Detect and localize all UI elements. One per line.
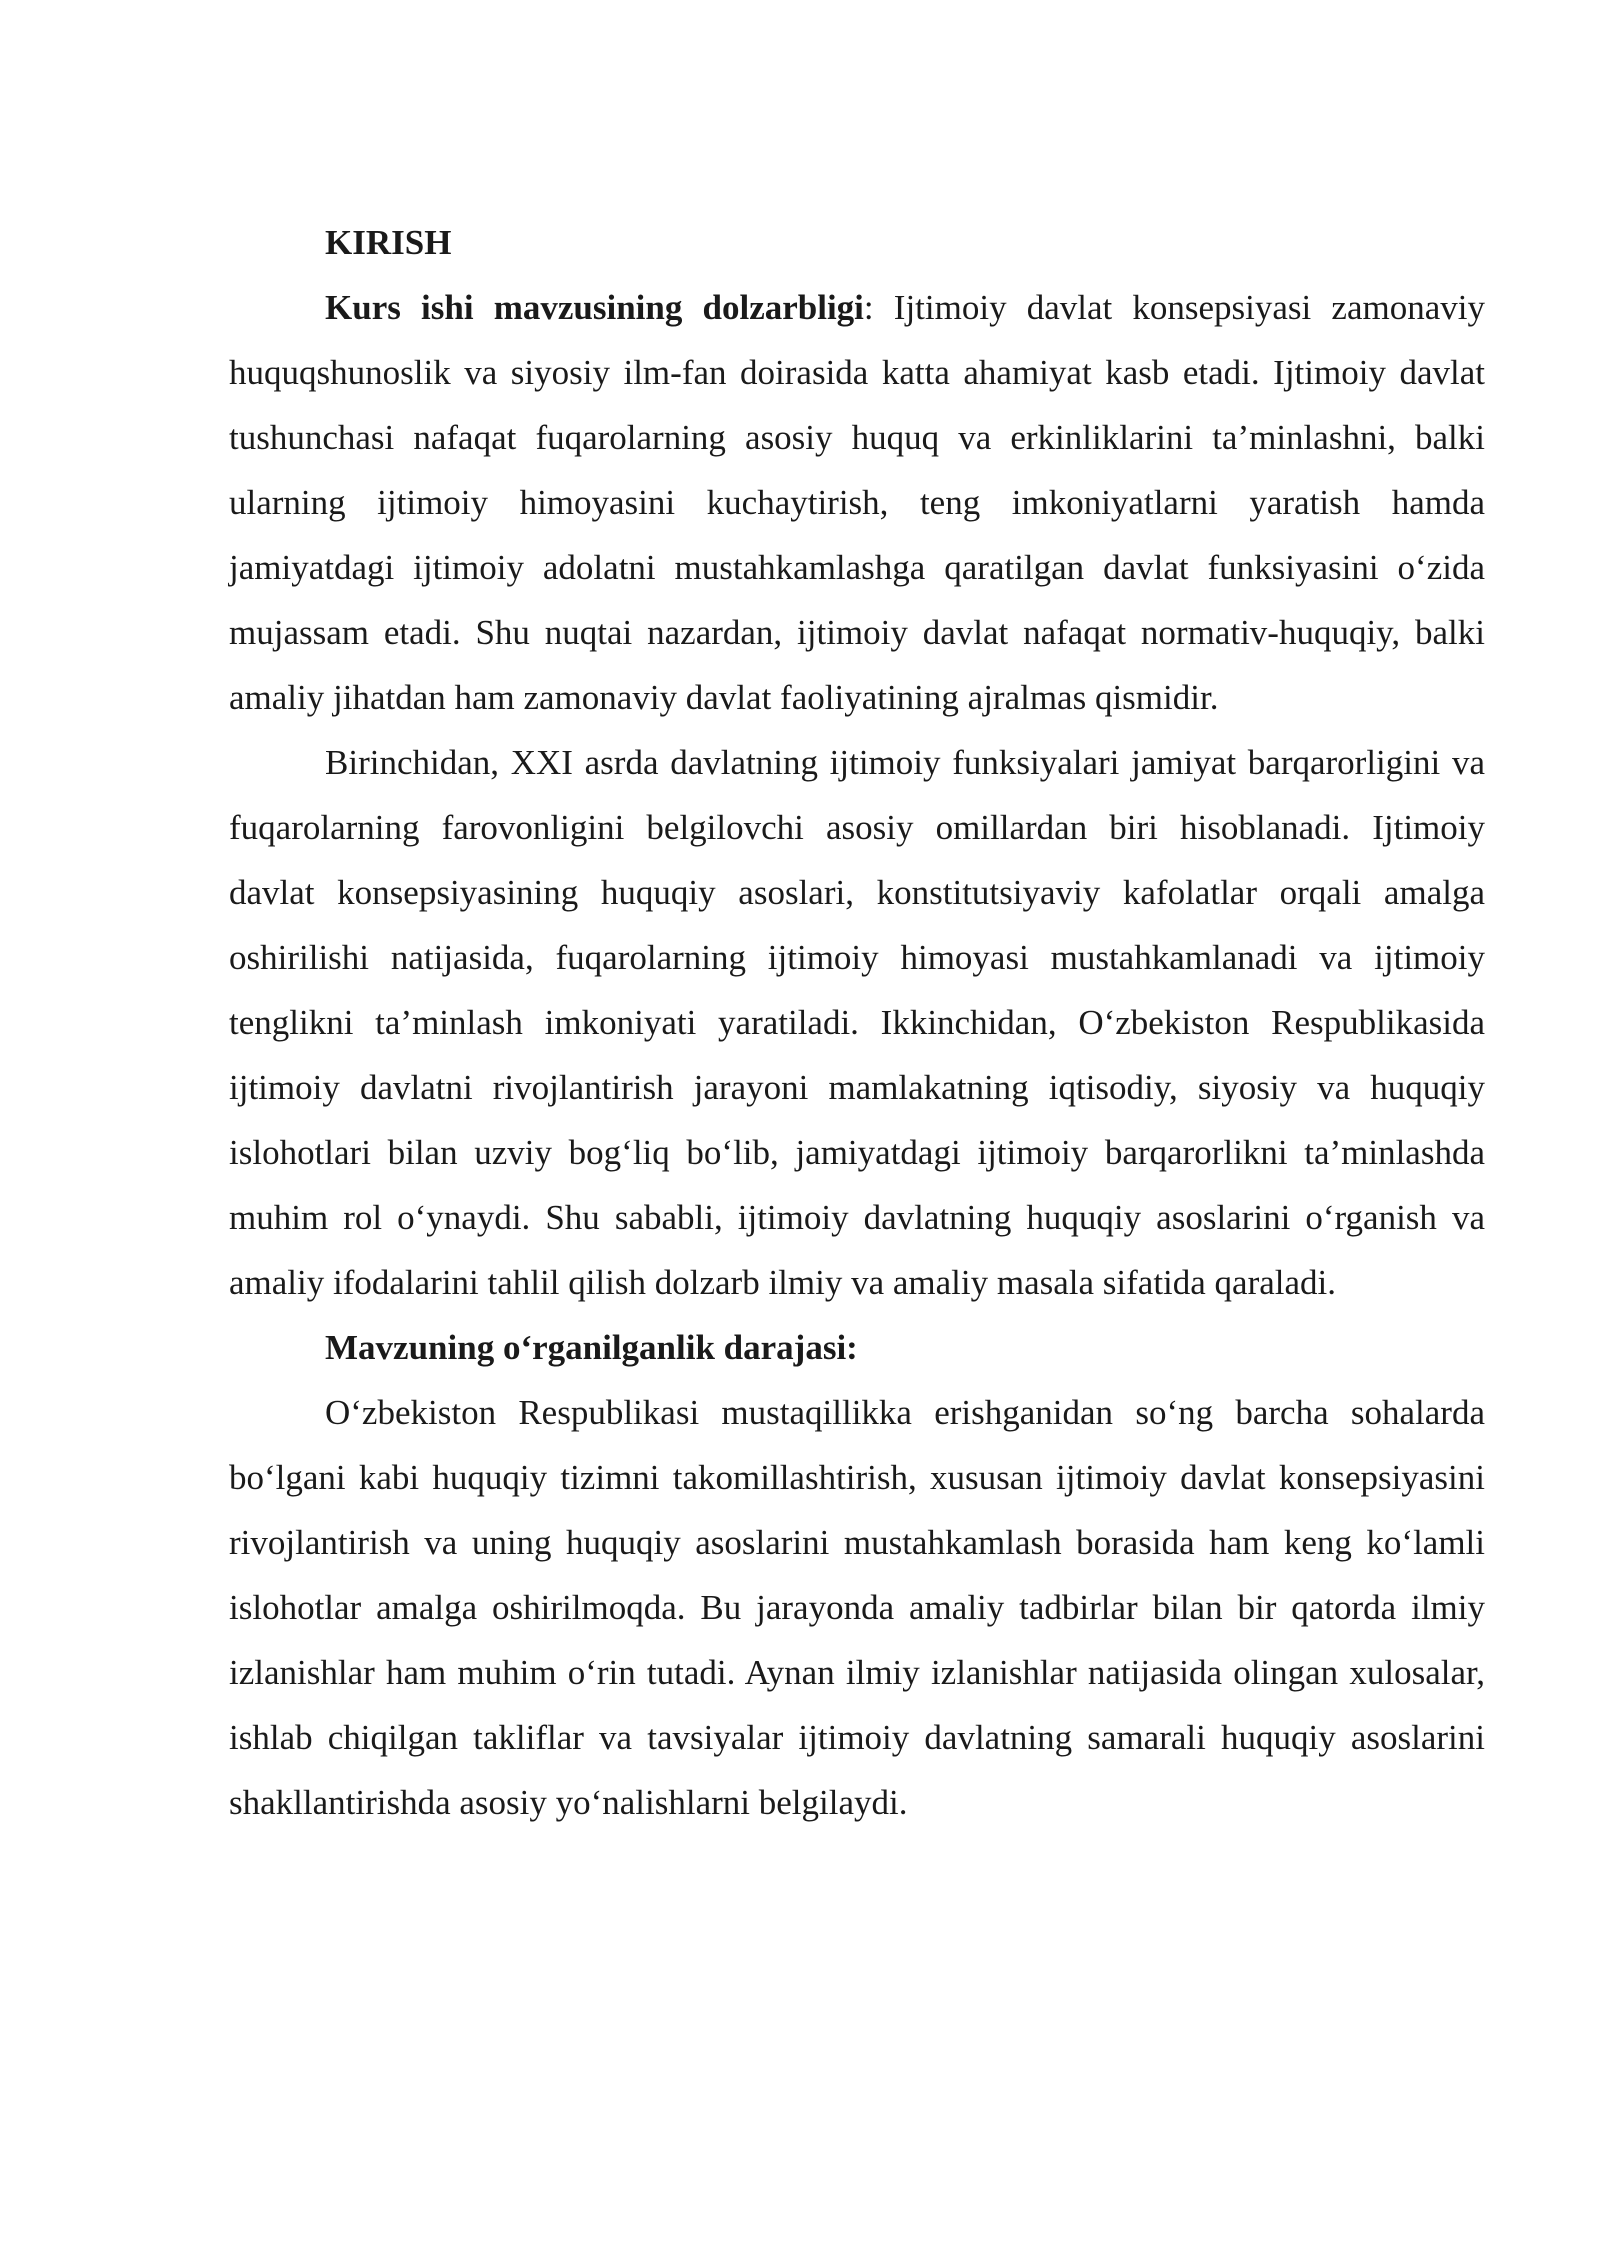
paragraph-firstly: Birinchidan, XXI asrda davlatning ijtimoiy funksiyalari jamiyat barqarorligini va fuqarolarning farovonligini belgilovchi asosiy omillardan biri hisoblanadi. Ijtimoiy davlat konsepsiyasining huquqiy asoslari, konstitutsiyaviy kafolatlar orqali amalga oshirilishi natijasida, fuqarolarning ijtimoiy himoyasi mustahkamlanadi va ijtimoiy tenglikni ta’minlash imkoniyati yaratiladi. Ikkinchidan, O‘zbekiston Respublikasida ijtimoiy davlatni rivojlantirish jarayoni mamlakatning iqtisodiy, siyosiy va huquqiy islohotlari bilan uzviy bog‘liq bo‘lib, jamiyatdagi ijtimoiy barqarorlikni ta’minlashda muhim rol o‘ynaydi. Shu sababli, ijtimoiy davlatning huquqiy asoslarini o‘rganish va amaliy ifodalarini tahlil qilish dolzarb ilmiy va amaliy masala sifatida qaraladi.	[229, 743, 1485, 1302]
paragraph-relevance	[229, 275, 1485, 730]
subsection-title: Mavzuning o‘rganilganlik darajasi:	[325, 1328, 858, 1367]
relevance-lead: Kurs ishi mavzusining dolzarbligi	[325, 288, 864, 327]
paragraph-study-level: O‘zbekiston Respublikasi mustaqillikka erishganidan so‘ng barcha sohalarda bo‘lgani kabi huquqiy tizimni takomillashtirish, xususan ijtimoiy davlat konsepsiyasini rivojlantirish va uning huquqiy asoslarini mustahkamlash borasida ham keng ko‘lamli islohotlar amalga oshirilmoqda. Bu jarayonda amaliy tadbirlar bilan bir qatorda ilmiy izlanishlar ham muhim o‘rin tutadi. Aynan ilmiy izlanishlar natijasida olingan xulosalar, ishlab chiqilgan takliflar va tavsiyalar ijtimoiy davlatning samarali huquqiy asoslarini shakllantirishda asosiy yo‘nalishlarni belgilaydi.	[229, 1393, 1485, 1822]
relevance-text: : Ijtimoiy davlat konsepsiyasi zamonaviy huquqshunoslik va siyosiy ilm-fan doirasida katta ahamiyat kasb etadi. Ijtimoiy davlat tushunchasi nafaqat fuqarolarning asosiy huquq va erkinliklarini ta’minlashni, balki ularning ijtimoiy himoyasini kuchaytirish, teng imkoniyatlarni yaratish hamda jamiyatdagi ijtimoiy adolatni mustahkamlashga qaratilgan davlat funksiyasini o‘zida mujassam etadi. Shu nuqtai nazardan, ijtimoiy davlat nafaqat normativ-huquqiy, balki amaliy jihatdan ham zamonaviy davlat faoliyatining ajralmas qismidir.	[229, 288, 1485, 717]
document-page	[229, 210, 1485, 1835]
section-title: KIRISH	[325, 223, 452, 262]
